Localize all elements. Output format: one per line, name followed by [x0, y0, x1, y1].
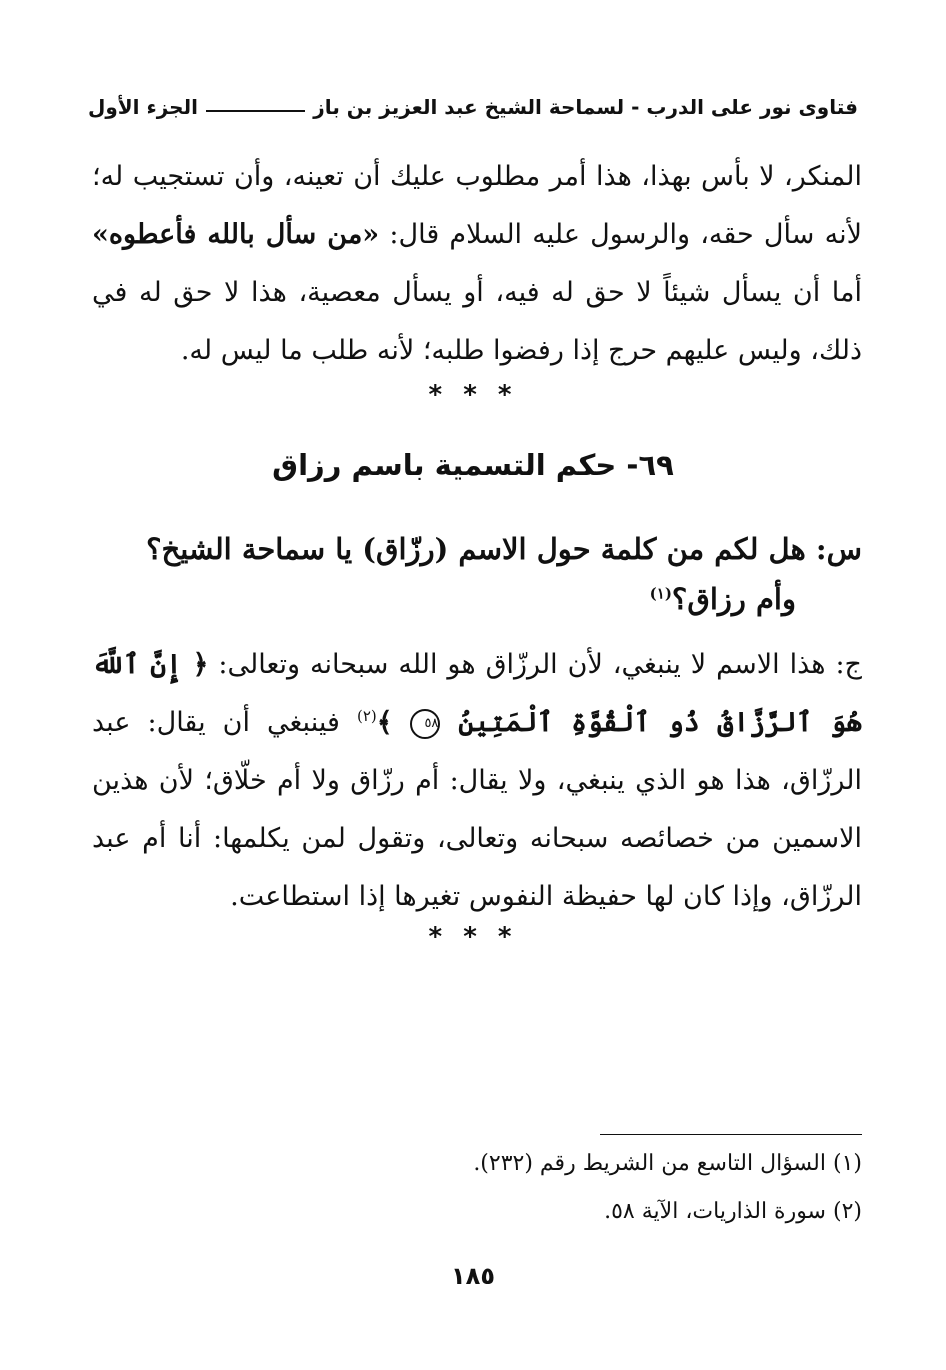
quran-verse: ﴿ إِنَّ ٱللَّهَ هُوَ ٱلرَّزَّاقُ ذُو ٱلْقُوَّةِ ٱلْمَتِينُ	[92, 649, 862, 738]
running-header	[88, 92, 858, 122]
header-rule	[206, 110, 305, 112]
question-line-1: س: هل لكم من كلمة حول الاسم (رزّاق) يا سماحة الشيخ؟	[146, 532, 862, 566]
footnotes	[90, 1140, 862, 1236]
footnote-rule	[600, 1134, 862, 1135]
section-separator-end: * * *	[428, 922, 518, 952]
part-label: الجزء الأول	[88, 95, 198, 119]
footnote-ref-2: (٢)	[356, 707, 377, 725]
footnote-1: (١) السؤال التاسع من الشريط رقم (٢٣٢).	[473, 1151, 862, 1176]
question-line-2-wrap	[100, 574, 862, 624]
question-block	[100, 524, 862, 624]
page-number: ١٨٥	[451, 1262, 495, 1290]
section-separator: * * *	[428, 380, 518, 410]
footnote-ref-1: (١)	[649, 584, 672, 603]
paragraph-intro: المنكر، لا بأس بهذا، هذا أمر مطلوب عليك أن تعينه، وأن تستجيب له؛ لأنه سأل حقه، والرسول عليه السلام قال:	[92, 161, 862, 250]
paragraph-rest: أما أن يسأل شيئاً لا حق له فيه، أو يسأل معصية، هذا لا حق له في ذلك، وليس عليهم حرج إذا رفضوا طلبه؛ لأنه طلب ما ليس له.	[92, 277, 862, 366]
section-title: ٦٩- حكم التسمية باسم رزاق	[272, 448, 674, 482]
answer-part-1: ج: هذا الاسم لا ينبغي، لأن الرزّاق هو الله سبحانه وتعالى:	[208, 649, 862, 680]
book-title: فتاوى نور على الدرب - لسماحة الشيخ عبد العزيز بن باز	[313, 95, 858, 119]
quran-verse-close: ﴾	[376, 707, 411, 738]
answer-part-2: فينبغي أن يقال: عبد الرزّاق، هذا هو الذي ينبغي، ولا يقال: أم رزّاق ولا أم خلّاق؛ لأن هذين الاسمين من خصائصه سبحانه وتعالى، وتقول لمن يكلمها: أنا أم عبد الرزّاق، وإذا كان لها حفيظة النفوس تغيرها إذا استطاعت.	[92, 707, 862, 912]
hadith-quote: «من سأل بالله فأعطوه»	[92, 219, 380, 250]
verse-number-ornament: ٥٨	[410, 709, 440, 739]
footnote-2: (٢) سورة الذاريات، الآية ٥٨.	[604, 1199, 862, 1224]
paragraph-continuation	[92, 148, 862, 380]
answer-block	[92, 636, 862, 926]
question-line-2: وأم رزاق؟	[671, 582, 796, 616]
